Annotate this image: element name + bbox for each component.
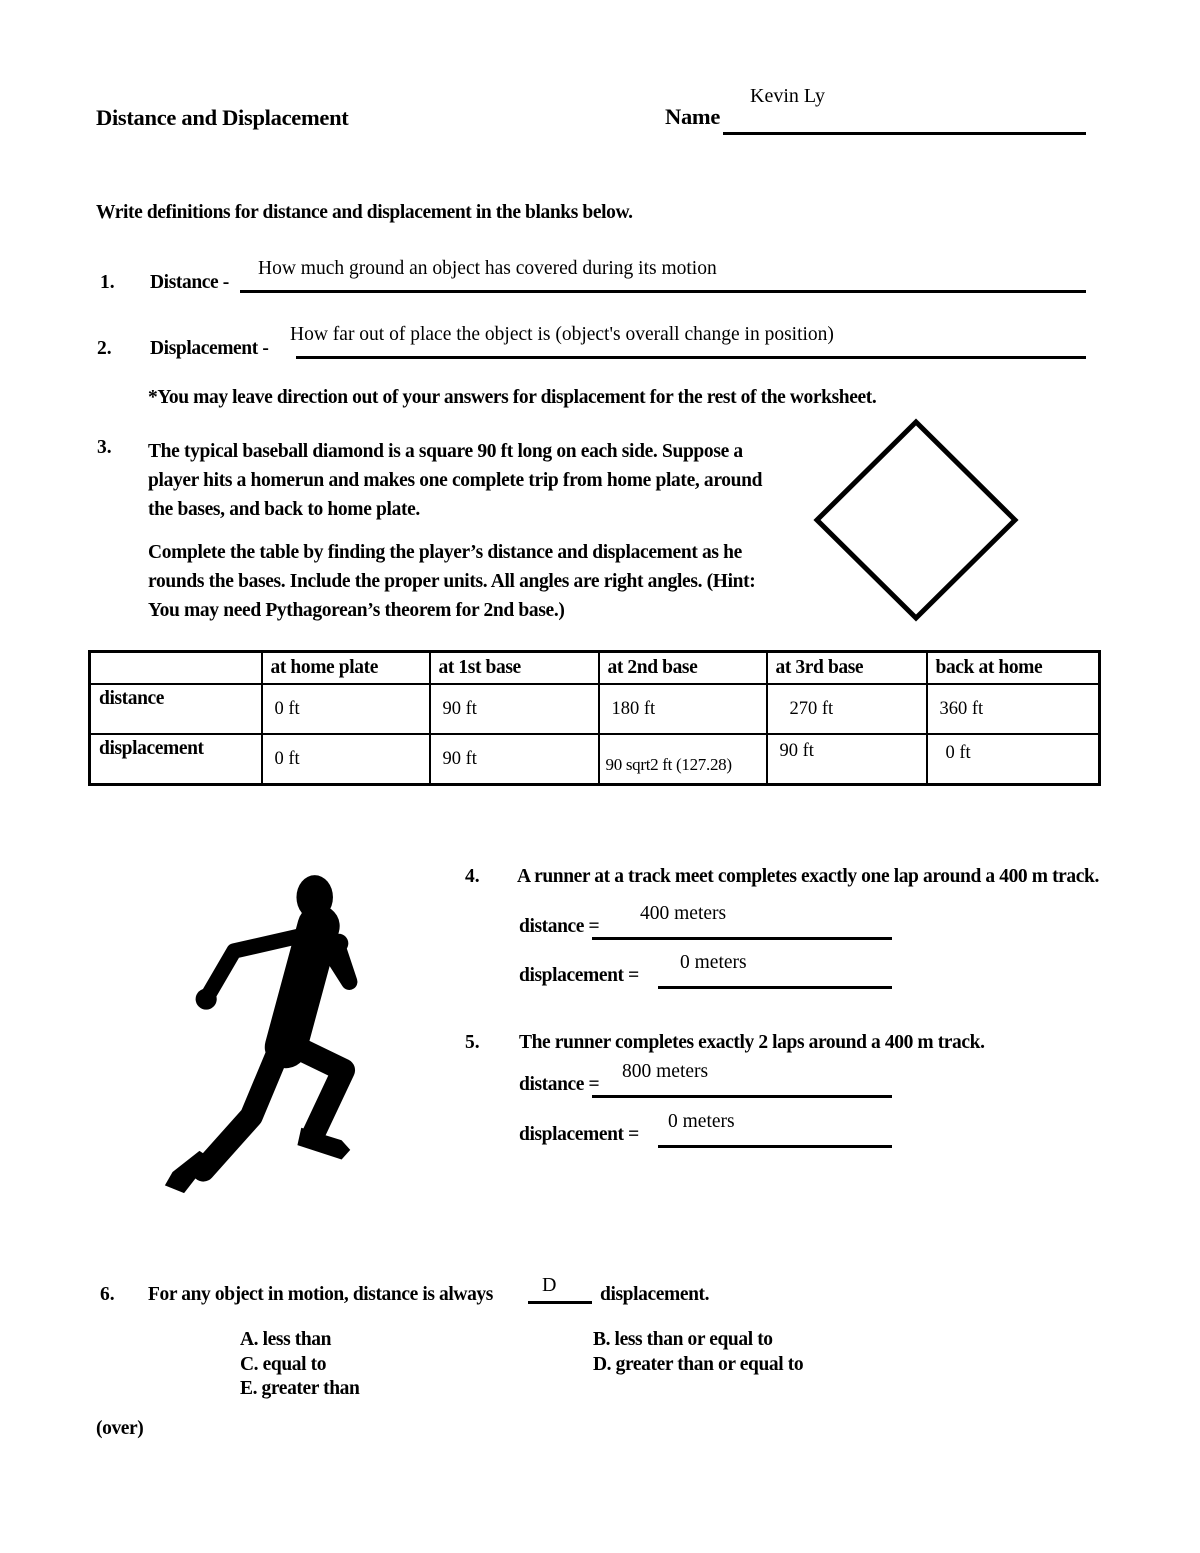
table-header-home-plate: at home plate bbox=[262, 652, 430, 685]
over-label: (over) bbox=[96, 1418, 144, 1439]
table-header-2nd-base: at 2nd base bbox=[599, 652, 767, 685]
displacement-home-plate[interactable]: 0 ft bbox=[262, 734, 430, 785]
name-label: Name bbox=[665, 104, 721, 129]
q4-distance-blank-line bbox=[592, 937, 892, 940]
q3-paragraph-1: The typical baseball diamond is a square 90 ft long on each side. Suppose a player hits a homerun and makes one complete trip from home plate, around the bases, and back to home plate. bbox=[148, 441, 763, 520]
displacement-3rd-base[interactable]: 90 ft bbox=[767, 734, 927, 785]
q5-number: 5. bbox=[465, 1032, 480, 1053]
name-blank-line bbox=[723, 132, 1086, 135]
q6-option-b[interactable]: B. less than or equal to bbox=[593, 1329, 773, 1350]
q1-blank-line bbox=[240, 290, 1086, 293]
baseball-diamond-icon bbox=[812, 417, 1020, 623]
q6-option-a[interactable]: A. less than bbox=[240, 1329, 332, 1350]
q4-displacement-answer[interactable]: 0 meters bbox=[680, 952, 747, 973]
intro-instructions: Write definitions for distance and displacement in the blanks below. bbox=[96, 202, 633, 223]
q3-number: 3. bbox=[97, 437, 112, 458]
table-header-row bbox=[90, 652, 1100, 685]
q6-option-c[interactable]: C. equal to bbox=[240, 1353, 327, 1375]
q2-number: 2. bbox=[97, 338, 112, 359]
table-header-back-home: back at home bbox=[927, 652, 1100, 685]
q5-distance-blank-line bbox=[592, 1095, 892, 1098]
q5-displacement-answer[interactable]: 0 meters bbox=[668, 1111, 735, 1132]
displacement-back-home[interactable]: 0 ft bbox=[927, 734, 1100, 785]
q5-distance-label: distance = bbox=[519, 1074, 600, 1095]
table-header-blank bbox=[90, 652, 262, 685]
q1-number: 1. bbox=[100, 272, 115, 293]
runner-silhouette bbox=[158, 855, 433, 1220]
q5-text: The runner completes exactly 2 laps around a 400 m track. bbox=[519, 1032, 985, 1053]
distance-displacement-table bbox=[88, 650, 1101, 786]
distance-3rd-base[interactable]: 270 ft bbox=[767, 684, 927, 734]
q4-distance-label: distance = bbox=[519, 916, 600, 937]
q6-option-e[interactable]: E. greater than bbox=[240, 1378, 360, 1399]
displacement-row-label: displacement bbox=[90, 734, 262, 785]
table-row-distance bbox=[90, 684, 1100, 734]
displacement-note: *You may leave direction out of your answers for displacement for the rest of the worksheet. bbox=[148, 387, 877, 408]
q6-answer[interactable]: D bbox=[542, 1274, 557, 1296]
q2-blank-line bbox=[296, 356, 1086, 359]
table-header-3rd-base: at 3rd base bbox=[767, 652, 927, 685]
q4-text: A runner at a track meet completes exactly one lap around a 400 m track. bbox=[517, 866, 1099, 887]
distance-2nd-base[interactable]: 180 ft bbox=[599, 684, 767, 734]
q5-distance-answer[interactable]: 800 meters bbox=[622, 1061, 709, 1082]
q6-text-before: For any object in motion, distance is always bbox=[148, 1284, 493, 1305]
q6-blank-line bbox=[528, 1301, 592, 1304]
distance-back-home[interactable]: 360 ft bbox=[927, 684, 1100, 734]
name-answer[interactable]: Kevin Ly bbox=[750, 85, 825, 107]
displacement-2nd-base[interactable]: 90 sqrt2 ft (127.28) bbox=[599, 734, 767, 785]
q6-number: 6. bbox=[100, 1284, 115, 1305]
q4-displacement-blank-line bbox=[658, 986, 892, 989]
q3-paragraph-2: Complete the table by finding the player’s distance and displacement as he rounds the bases. Include the proper units. All angles are right angles. (Hint: You may need Pythagorean’s theorem for 2nd base.) bbox=[148, 542, 756, 621]
q4-displacement-label: displacement = bbox=[519, 965, 639, 986]
q4-distance-answer[interactable]: 400 meters bbox=[640, 903, 727, 924]
q6-option-d[interactable]: D. greater than or equal to bbox=[593, 1353, 804, 1375]
q1-answer[interactable]: How much ground an object has covered during its motion bbox=[258, 258, 717, 279]
q1-label: Distance - bbox=[150, 272, 229, 293]
q5-displacement-label: displacement = bbox=[519, 1124, 639, 1145]
q5-displacement-blank-line bbox=[658, 1145, 892, 1148]
distance-home-plate[interactable]: 0 ft bbox=[262, 684, 430, 734]
q2-label: Displacement - bbox=[150, 338, 269, 359]
distance-1st-base[interactable]: 90 ft bbox=[430, 684, 599, 734]
q6-text-after: displacement. bbox=[600, 1284, 710, 1305]
table-header-1st-base: at 1st base bbox=[430, 652, 599, 685]
q4-number: 4. bbox=[465, 866, 480, 887]
displacement-1st-base[interactable]: 90 ft bbox=[430, 734, 599, 785]
distance-row-label: distance bbox=[90, 684, 262, 734]
q2-answer[interactable]: How far out of place the object is (object's overall change in position) bbox=[290, 324, 834, 345]
table-row-displacement bbox=[90, 734, 1100, 785]
page-title: Distance and Displacement bbox=[96, 105, 349, 130]
